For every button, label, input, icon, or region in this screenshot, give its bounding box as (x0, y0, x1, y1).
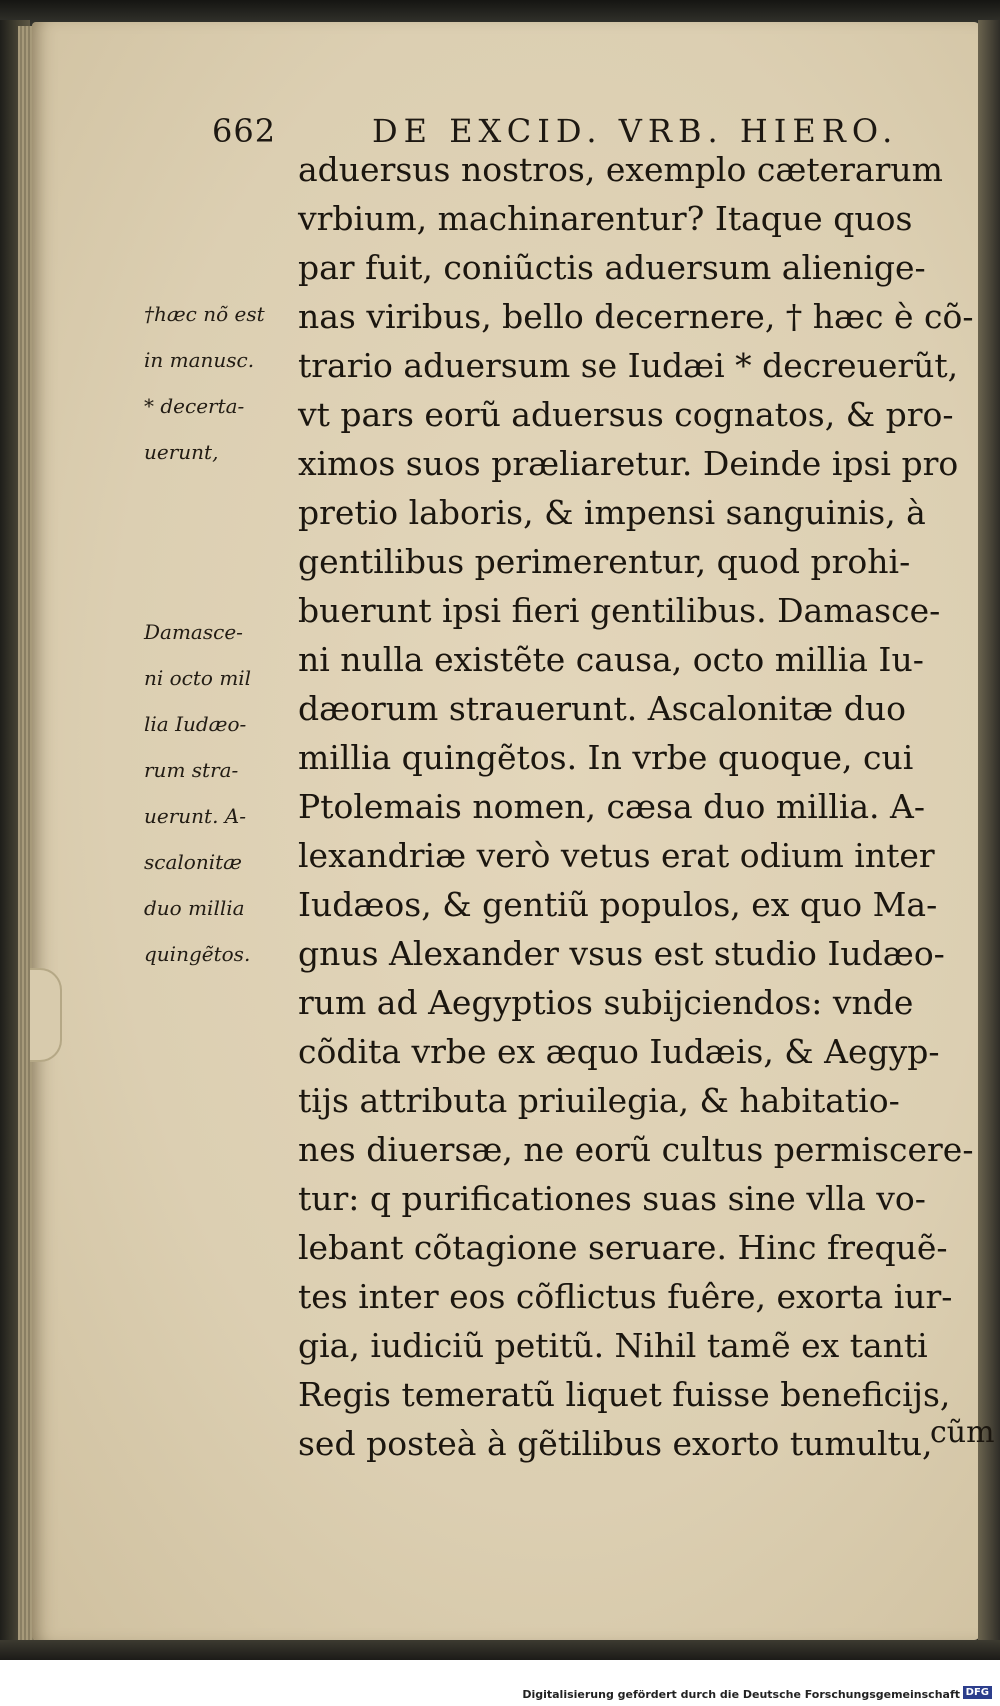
text-line: lebant cõtagione seruare. Hinc frequẽ- (298, 1228, 948, 1267)
margin-note: scalonitæ (144, 850, 242, 874)
margin-note: rum stra- (144, 758, 239, 782)
text-line: Ptolemais nomen, cæsa duo millia. A- (298, 787, 926, 826)
margin-note: duo millia (144, 896, 245, 920)
text-line: par fuit, coniũctis aduersum alienige- (298, 248, 926, 287)
text-line: vrbium, machinarentur? Itaque quos (298, 199, 913, 238)
text-line: rum ad Aegyptios subijciendos: vnde (298, 983, 914, 1022)
margin-note: in manusc. (144, 348, 255, 372)
margin-note: Damasce- (144, 620, 243, 644)
text-line: vt pars eorũ aduersus cognatos, & pro- (298, 395, 954, 434)
text-line: gia, iudiciũ petitũ. Nihil tamẽ ex tanti (298, 1326, 928, 1365)
text-line: ni nulla existẽte causa, octo millia Iu- (298, 640, 924, 679)
text-line: sed posteà à gẽtilibus exorto tumultu, (298, 1424, 933, 1463)
text-line: aduersus nostros, exemplo cæterarum (298, 150, 943, 189)
text-line: tur: q purificationes suas sine vlla vo- (298, 1179, 926, 1218)
text-line: Iudæos, & gentiũ populos, ex quo Ma- (298, 885, 938, 924)
text-line: gentilibus perimerentur, quod prohi- (298, 542, 911, 581)
margin-note: uerunt, (144, 440, 219, 464)
text-line: Regis temeratũ liquet fuisse beneficijs, (298, 1375, 951, 1414)
text-line: tijs attributa priuilegia, & habitatio- (298, 1081, 900, 1120)
margin-note: †hæc nõ est (144, 302, 265, 326)
margin-note: * decerta- (144, 394, 245, 418)
running-title: DE EXCID. VRB. HIERO. (372, 112, 899, 150)
scan-bottom-edge (0, 1640, 1000, 1660)
text-line: pretio laboris, & impensi sanguinis, à (298, 493, 926, 532)
text-line: cõdita vrbe ex æquo Iudæis, & Aegyp- (298, 1032, 940, 1071)
page-clip-tab (30, 968, 62, 1062)
margin-note: quingẽtos. (144, 942, 251, 966)
dfg-logo: DFG (963, 1686, 992, 1699)
text-line: dæorum strauerunt. Ascalonitæ duo (298, 689, 906, 728)
margin-note: ni octo mil (144, 666, 252, 690)
margin-note: uerunt. A- (144, 804, 246, 828)
catchword: cũm (930, 1415, 995, 1450)
text-line: nas viribus, bello decernere, † hæc è cõ- (298, 297, 974, 336)
text-line: trario aduersum se Iudæi * decreuerũt, (298, 346, 959, 385)
page-number: 662 (212, 112, 277, 150)
text-line: buerunt ipsi fieri gentilibus. Damasce- (298, 591, 941, 630)
text-line: tes inter eos cõflictus fuêre, exorta iur- (298, 1277, 953, 1316)
text-line: ximos suos præliaretur. Deinde ipsi pro (298, 444, 959, 483)
text-line: lexandriæ verò vetus erat odium inter (298, 836, 935, 875)
scan-right-edge (978, 20, 1000, 1640)
margin-note: lia Iudæo- (144, 712, 247, 736)
text-line: nes diuersæ, ne eorũ cultus permiscere- (298, 1130, 974, 1169)
text-line: millia quingẽtos. In vrbe quoque, cui (298, 738, 914, 777)
digitization-credit: Digitalisierung gefördert durch die Deutsche Forschungsgemeinschaft (522, 1688, 960, 1701)
text-line: gnus Alexander vsus est studio Iudæo- (298, 934, 945, 973)
